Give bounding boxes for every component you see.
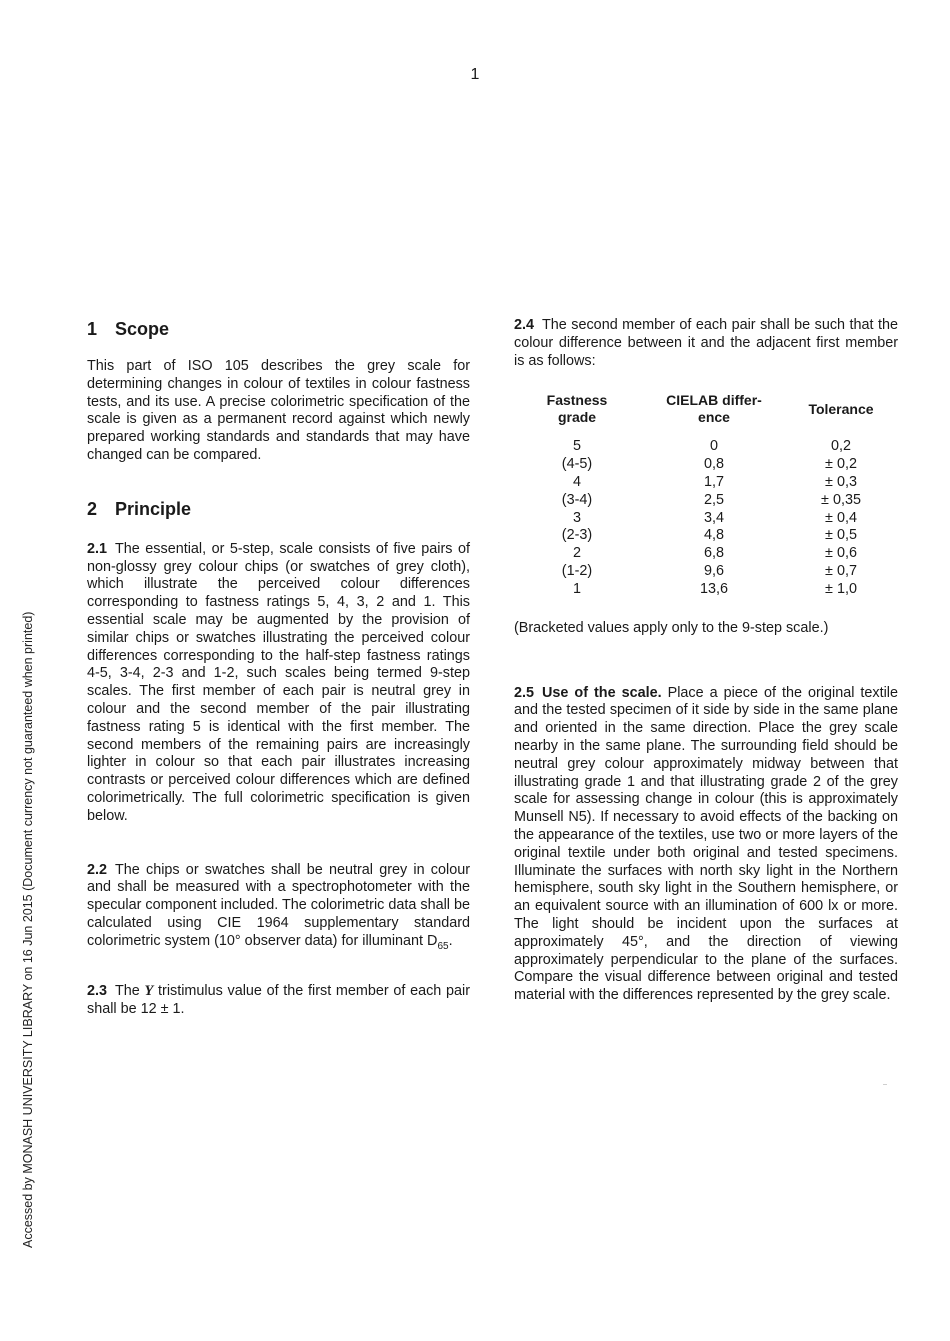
cielab-cell: 13,6 [699, 580, 728, 597]
table-row [514, 474, 894, 492]
clause-number: 2.3 [87, 983, 108, 1000]
table-row [514, 563, 894, 581]
cielab-cell: 3,4 [703, 509, 724, 526]
section-title: Scope [115, 319, 170, 339]
clause-text-end: . [448, 932, 453, 949]
column-header-cielab: CIELAB differ- ence [666, 392, 762, 426]
clause-text: The [115, 983, 140, 1000]
clause-text: The essential, or 5-step, scale consists of five pairs of non-glossy grey colour chips (or swatches of grey cloth), which illustrate the perceived colour differences corresponding to fastness ratings 5, 4, 3, 2 and 1. This essential scale may be augmented by the provision of similar chips or swatches illustrating the perceived colour differences corresponding to the half-step fastness ratings 4-5, 3-4, 2-3 and 1-2, such scales being termed 9-step scales. The first member of each pair is neutral grey in colour and the second member of the pair illustrating fastness rating 5 is identical with the first member. The second members of the remaining pairs are increasingly lighter in colour so that each pair illustrates increasing contrasts or perceived colour differences which are defined colorimetrically. The full colorimetric specification is given below. [87, 540, 470, 824]
grey-scale-table [514, 392, 894, 598]
grade-cell: 3 [572, 509, 581, 526]
illuminant-subscript: 65 [437, 940, 449, 952]
grade-cell: 5 [572, 438, 581, 455]
grade-cell: 4 [572, 473, 581, 490]
section-title: Principle [115, 498, 192, 519]
footer-mark [883, 1084, 887, 1085]
clause-2-3 [87, 983, 470, 1019]
table-row [514, 456, 894, 474]
clause-number: 2.4 [514, 317, 535, 333]
tolerance-cell: ± 0,3 [825, 473, 857, 490]
scope-paragraph: This part of ISO 105 describes the grey scale for determining changes in colour of textiles in colour fastness tests, and its use. A precise colorimetric specification of the scale is given as a permanent record against which newly prepared working standards and standards that may have changed can be compared. [87, 358, 470, 463]
cielab-cell: 0,8 [703, 456, 724, 473]
left-column [87, 316, 470, 1019]
cielab-cell: 2,5 [703, 491, 724, 508]
clause-text: The second member of each pair shall be such that the colour difference between it and the adjacent first member is as follows: [514, 317, 898, 369]
tolerance-cell: ± 0,7 [825, 562, 857, 579]
cielab-cell: 9,6 [703, 562, 724, 579]
clause-number: 2.2 [87, 861, 108, 878]
clause-number: 2.1 [87, 540, 108, 557]
right-column [514, 316, 898, 1005]
grade-cell: 2 [572, 545, 581, 562]
cielab-cell: 6,8 [703, 545, 724, 562]
grade-cell: (1-2) [561, 562, 593, 579]
cielab-cell: 1,7 [703, 473, 724, 490]
tolerance-cell: ± 0,35 [821, 491, 861, 508]
clause-text: Place a piece of the original textile and the tested specimen of it side by side in the same plane and oriented in the same direction. Place the grey scale nearby in the same plane. The surrounding field should be neutral grey colour approximately midway between that illustrating grade 1 and that illustrating grade 2 of the grey scale for assessing change in colour (this is approximately Munsell N5). If necessary to avoid effects of the backing on the appearance of the textiles, use two or more layers of the original textile under both original and tested specimens. Illuminate the surfaces with north sky light in the Northern hemisphere, south sky light in the Southern hemisphere, or an equivalent source with an illumination of 600 lx or more. The light should be incident upon the surfaces at approximately 45°, and the direction of viewing approximately perpendicular to the plane of the surfaces. Compare the visual difference between original and tested material with the differences represented by the grey scale. [514, 684, 898, 1004]
clause-2-2 [87, 862, 470, 956]
table-header-row [514, 392, 894, 426]
table-row [514, 510, 894, 528]
cielab-cell: 0 [709, 438, 718, 455]
table-row [514, 581, 894, 599]
tolerance-cell: ± 0,5 [825, 527, 857, 544]
clause-2-4 [514, 317, 898, 370]
column-header-tolerance: Tolerance [808, 400, 874, 417]
table-note: (Bracketed values apply only to the 9-step scale.) [514, 619, 829, 636]
grade-cell: 1 [572, 580, 581, 597]
access-watermark: Accessed by MONASH UNIVERSITY LIBRARY on 16 Jun 2015 (Document currency not guaranteed when printed) [21, 611, 35, 1248]
page-number: 1 [470, 66, 480, 83]
clause-2-1 [87, 541, 470, 826]
table-row [514, 527, 894, 545]
tolerance-cell: ± 0,4 [825, 509, 857, 526]
tolerance-cell: ± 0,2 [825, 456, 857, 473]
grade-cell: (4-5) [561, 456, 593, 473]
clause-number: 2.5 [514, 684, 535, 701]
tristimulus-symbol: Y [144, 983, 154, 1000]
clause-2-5 [514, 685, 898, 1005]
table-row [514, 545, 894, 563]
tolerance-cell: 0,2 [830, 438, 851, 455]
table-row [514, 438, 894, 456]
section-number: 2 [87, 498, 98, 519]
clause-text-rest: tristimulus value of the first member of each pair shall be 12 ± 1. [87, 983, 470, 1018]
tolerance-cell: ± 0,6 [825, 545, 857, 562]
grade-cell: (3-4) [561, 491, 593, 508]
clause-text: The chips or swatches shall be neutral grey in colour and shall be measured with a spectrophotometer with the specular component included. The colorimetric data shall be calculated using CIE 1964 supplementary standard colorimetric system (10° observer data) for illuminant D [87, 861, 470, 949]
clause-heading: Use of the scale. [542, 684, 662, 701]
cielab-cell: 4,8 [703, 527, 724, 544]
table-row [514, 492, 894, 510]
section-heading-scope [87, 316, 470, 342]
section-heading-principle [87, 496, 470, 522]
grade-cell: (2-3) [561, 527, 593, 544]
tolerance-cell: ± 1,0 [825, 580, 857, 597]
table-body [514, 438, 894, 598]
column-header-grade: Fastness grade [546, 392, 608, 426]
section-number: 1 [87, 319, 98, 339]
